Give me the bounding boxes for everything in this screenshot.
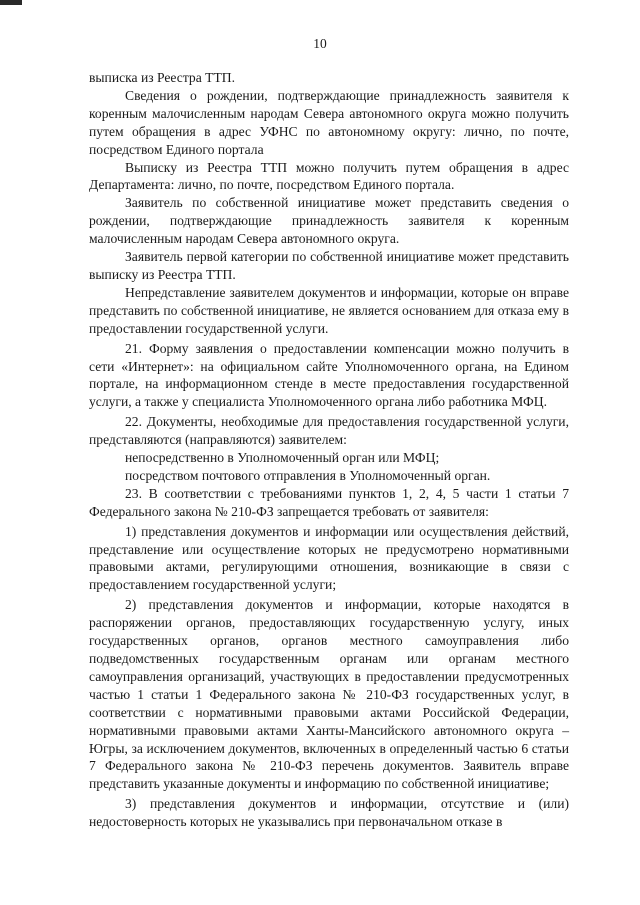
- scan-corner-mark: [0, 0, 22, 5]
- paragraph-23-item-1: 1) представления документов и информации или осуществления действий, представление или осуществление которых не предусмотрено нормативными правовыми актами, регулирующими отношения, возникающие в связи с предоставлением государственной услуги;: [89, 523, 569, 593]
- paragraph-23: 23. В соответствии с требованиями пунктов 1, 2, 4, 5 части 1 статьи 7 Федерального закона № 210-ФЗ запрещается требовать от заявителя:: [89, 485, 569, 519]
- paragraph-non-submission: Непредставление заявителем документов и информации, которые он вправе представить по собственной инициативе, не является основанием для отказа ему в предоставлении государственной услуги.: [89, 284, 569, 336]
- paragraph-22-item-2: посредством почтового отправления в Уполномоченный орган.: [125, 467, 491, 483]
- paragraph-own-initiative-birth: Заявитель по собственной инициативе может представить сведения о рождении, подтверждающие принадлежность заявителя к коренным малочисленным народам Севера автономного округа.: [89, 195, 569, 247]
- document-body: [89, 69, 569, 831]
- paragraph-own-initiative-registry: Заявитель первой категории по собственной инициативе может представить выписку из Реестра ТТП.: [89, 249, 569, 282]
- paragraph-21: 21. Форму заявления о предоставлении компенсации можно получить в сети «Интернет»: на официальном сайте Уполномоченного органа, на Едином портале, на информационном стенде в месте предоставления государственной услуги, а также у специалиста Уполномоченного органа либо работника МФЦ.: [89, 340, 569, 410]
- paragraph-22: 22. Документы, необходимые для предоставления государственной услуги, представляются (направляются) заявителем:: [89, 414, 569, 448]
- page-number: 10: [313, 36, 327, 51]
- paragraph-continuation: выписка из Реестра ТТП.: [89, 70, 235, 85]
- paragraph-registry-extract: Выписку из Реестра ТТП можно получить путем обращения в адрес Департамента: лично, по почте, посредством Единого портала.: [89, 159, 569, 193]
- paragraph-birth-info: Сведения о рождении, подтверждающие принадлежность заявителя к коренным малочисленным народам Севера автономного округа можно получить путем обращения в адрес УФНС по автономному округу: лично, по почте, посредством Единого портала: [89, 87, 569, 157]
- paragraph-23-item-3: 3) представления документов и информации, отсутствие и (или) недостоверность которых не указывались при первоначальном отказе в: [89, 796, 569, 830]
- paragraph-23-item-2: 2) представления документов и информации, которые находятся в распоряжении органов, предоставляющих государственную услугу, иных государственных органов, органов местного самоуправления либо подведомственных государственным органам или органам местного самоуправления организаций, участвующих в предоставлении предусмотренных частью 1 статьи 1 Федерального закона № 210-ФЗ государственных услуг, в соответствии с нормативными правовыми актами Российской Федерации, нормативными правовыми актами Ханты-Мансийского автономного округа – Югры, за исключением документов, включенных в определенный частью 6 статьи 7 Федерального закона № 210-ФЗ перечень документов. Заявитель вправе представить указанные документы и информацию по собственной инициативе;: [89, 597, 569, 792]
- paragraph-22-item-1: непосредственно в Уполномоченный орган или МФЦ;: [125, 450, 440, 466]
